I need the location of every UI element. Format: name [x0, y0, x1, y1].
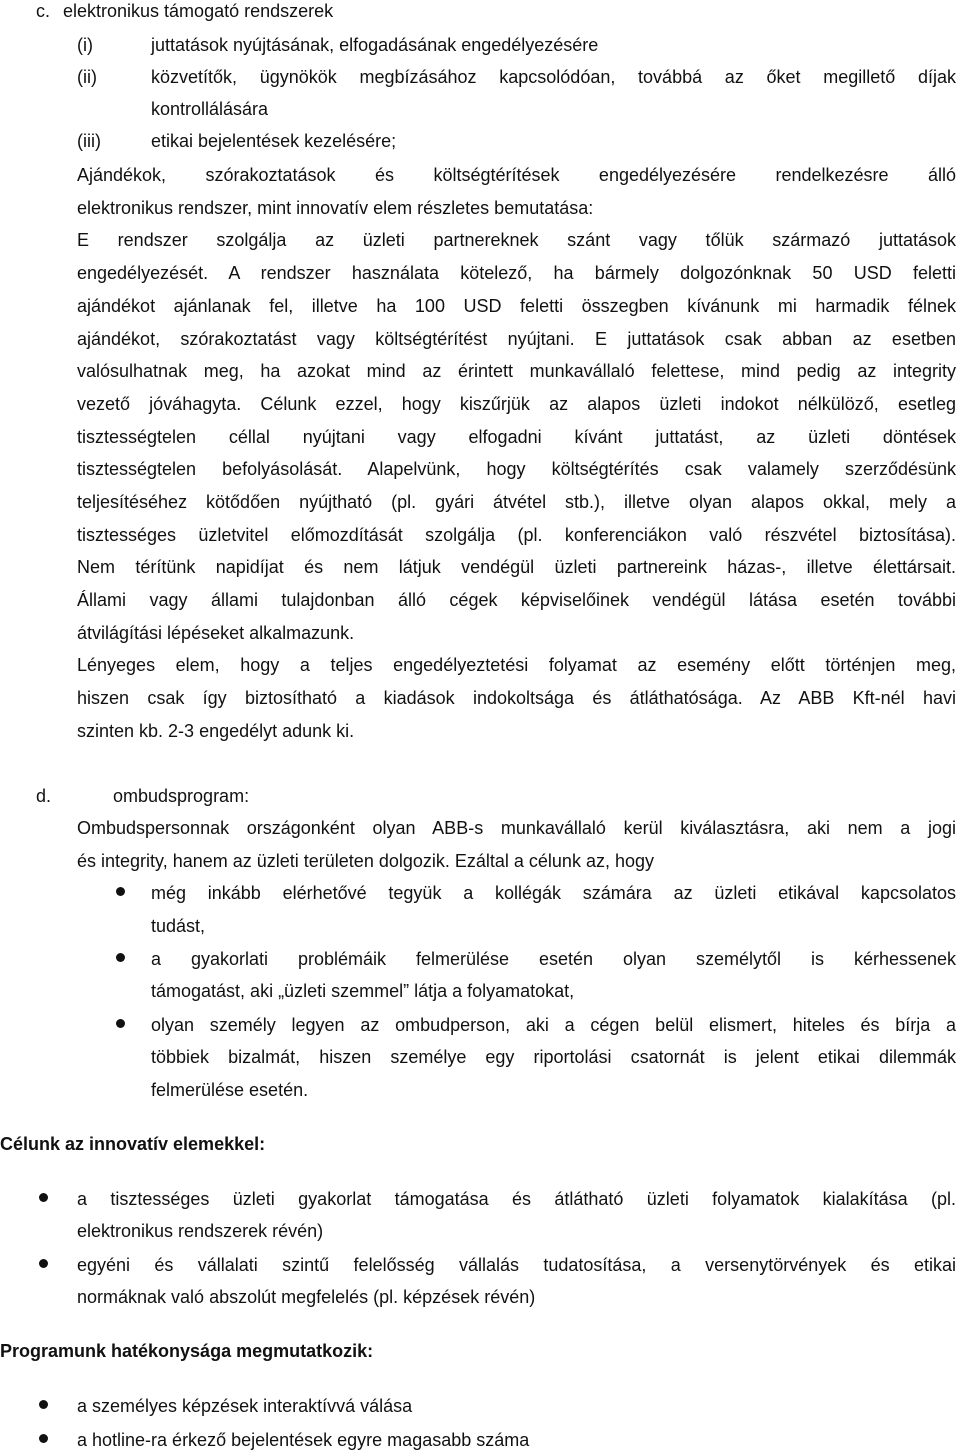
bullet-icon: [39, 1193, 48, 1202]
list-item: juttatások nyújtásának, elfogadásának engedélyezésére: [151, 35, 599, 55]
bullet-item: olyan személy legyen az ombudperson, aki a cégen belül elismert, hiteles és bírja a: [151, 1015, 956, 1035]
bullet-item-continuation: támogatást, aki „üzleti szemmel” látja a folyamatokat,: [151, 981, 575, 1001]
list-item: közvetítők, ügynökök megbízásához kapcsolódóan, továbbá az őket megillető díjak: [151, 67, 956, 87]
section-c-title: elektronikus támogató rendszerek: [63, 1, 334, 21]
list-item: etikai bejelentések kezelésére;: [151, 131, 397, 151]
paragraph-line: Ombudspersonnak országonként olyan ABB-s munkavállaló kerül kiválasztásra, aki nem a jogi: [77, 818, 956, 838]
item-number: (i): [77, 35, 93, 55]
indicators-heading: Programunk hatékonysága megmutatkozik:: [0, 1341, 374, 1361]
bullet-item-continuation: többiek bizalmát, hiszen személye egy riportolási csatornát is jelent etikai dilemmák: [151, 1047, 956, 1067]
paragraph-line: elektronikus rendszer, mint innovatív elem részletes bemutatása:: [77, 198, 594, 218]
bullet-item: a tisztességes üzleti gyakorlat támogatása és átlátható üzleti folyamatok kialakítása (pl.: [77, 1189, 956, 1209]
bullet-item: a személyes képzések interaktívvá válása: [77, 1396, 413, 1416]
bullet-item: a hotline-ra érkező bejelentések egyre magasabb száma: [77, 1430, 530, 1450]
bullet-item: a gyakorlati problémáik felmerülése esetén olyan személytől is kérhessenek: [151, 949, 956, 969]
section-d-marker: d.: [36, 786, 52, 806]
bullet-icon: [116, 1019, 125, 1028]
paragraph-line: tisztességtelen befolyásolását. Alapelvünk, hogy költségtérítés csak valamely szerződésünk: [77, 459, 956, 479]
paragraph-line: tisztességtelen céllal nyújtani vagy elfogadni kívánt juttatást, az üzleti döntések: [77, 427, 956, 447]
paragraph-line: E rendszer szolgálja az üzleti partnereknek szánt vagy tőlük származó juttatások: [77, 230, 956, 250]
bullet-item: még inkább elérhetővé tegyük a kollégák számára az üzleti etikával kapcsolatos: [151, 883, 956, 903]
paragraph-line: Állami vagy állami tulajdonban álló cégek képviselőinek vendégül látása esetén további: [77, 590, 956, 610]
paragraph-line: valósulhatnak meg, ha azokat mind az érintett munkavállaló felettese, mind pedig az integrity: [77, 361, 956, 381]
paragraph-line: és integrity, hanem az üzleti területen dolgozik. Ezáltal a célunk az, hogy: [77, 851, 654, 871]
section-d-title: ombudsprogram:: [113, 786, 250, 806]
bullet-item-continuation: elektronikus rendszerek révén): [77, 1221, 324, 1241]
paragraph-line: hiszen csak így biztosítható a kiadások indokoltsága és átláthatósága. Az ABB Kft-nél havi: [77, 688, 956, 708]
list-item-continuation: kontrollálására: [151, 99, 269, 119]
paragraph-line: vezető jóváhagyta. Célunk ezzel, hogy kiszűrjük az alapos üzleti indokot nélkülöző, esetleg: [77, 394, 956, 414]
paragraph-line: tisztességes üzletvitel előmozdítását szolgálja (pl. konferenciákon való részvétel biztosítása).: [77, 525, 956, 545]
paragraph-line: Lényeges elem, hogy a teljes engedélyeztetési folyamat az esemény előtt történjen meg,: [77, 655, 956, 675]
item-number: (ii): [77, 67, 97, 87]
bullet-icon: [116, 953, 125, 962]
bullet-icon: [39, 1400, 48, 1409]
item-number: (iii): [77, 131, 101, 151]
paragraph-line: ajándékot, szórakoztatást vagy költségtérítést nyújtani. E juttatások csak abban az esetben: [77, 329, 956, 349]
bullet-item-continuation: felmerülése esetén.: [151, 1080, 309, 1100]
bullet-icon: [39, 1259, 48, 1268]
paragraph-line: engedélyezését. A rendszer használata kötelező, ha bármely dolgozónknak 50 USD feletti: [77, 263, 956, 283]
bullet-item: egyéni és vállalati szintű felelősség vállalás tudatosítása, a versenytörvények és etikai: [77, 1255, 956, 1275]
paragraph-line: Ajándékok, szórakoztatások és költségtérítések engedélyezésére rendelkezésre álló: [77, 165, 956, 185]
bullet-item-continuation: normáknak való abszolút megfelelés (pl. képzések révén): [77, 1287, 536, 1307]
paragraph-line: teljesítéséhez kötődően nyújtható (pl. gyári átvétel stb.), illetve olyan alapos okkal, mely a: [77, 492, 956, 512]
paragraph-line: átvilágítási lépéseket alkalmazunk.: [77, 623, 355, 643]
bullet-icon: [116, 887, 125, 896]
innovative-heading: Célunk az innovatív elemekkel:: [0, 1134, 266, 1154]
paragraph-line: Nem térítünk napidíjat és nem látjuk vendégül üzleti partnereink házas-, illetve élettársait.: [77, 557, 956, 577]
paragraph-line: szinten kb. 2-3 engedélyt adunk ki.: [77, 721, 355, 741]
section-c-marker: c.: [36, 1, 51, 21]
bullet-icon: [39, 1434, 48, 1443]
bullet-item-continuation: tudást,: [151, 916, 206, 936]
paragraph-line: ajándékot ajánlanak fel, illetve ha 100 USD feletti összegben kívánunk mi harmadik félnek: [77, 296, 956, 316]
